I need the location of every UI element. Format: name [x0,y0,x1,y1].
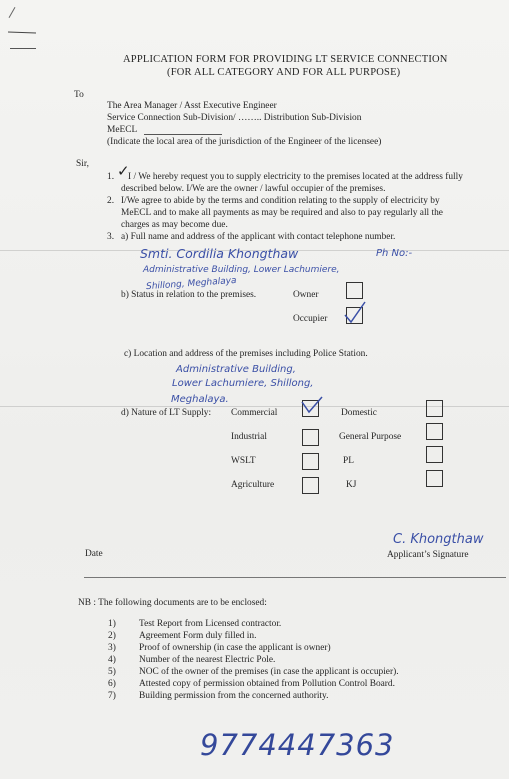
item-3a-label: a) Full name and address of the applicant with contact telephone number. [121,232,396,242]
address-line-2: Service Connection Sub-Division/ …….. Distribution Sub-Division [107,113,362,123]
item-2-line-3: charges as may become due. [121,220,228,230]
document-item-3-number: 3) [108,643,116,653]
form-title: APPLICATION FORM FOR PROVIDING LT SERVICE CONNECTION [123,54,448,65]
document-item-2-number: 2) [108,631,116,641]
item-3-number: 3. [107,232,115,242]
handwritten-applicant-address-1: Administrative Building, Lower Lachumiere, [143,265,340,275]
item-1-line-2: described below. I/We are the owner / lawful occupier of the premises. [121,184,386,194]
applicant-signature-label: Applicant’s Signature [387,550,469,560]
item-2-number: 2. [107,196,115,206]
item-1-checkmark: ✓ [117,162,130,180]
document-item-4: Number of the nearest Electric Pole. [139,655,276,665]
item-2-line-1: I/We agree to abide by the terms and condition relating to the supply of electricity by [121,196,440,206]
supply-domestic-label: Domestic [341,408,377,418]
supply-domestic-checkbox[interactable] [426,400,443,417]
supply-industrial-label: Industrial [231,432,267,442]
supply-wslt-checkbox[interactable] [302,453,319,470]
supply-kj-checkbox[interactable] [426,470,443,487]
supply-industrial-checkbox[interactable] [302,429,319,446]
handwritten-applicant-address-2: Shillong, Meghalaya [145,275,237,293]
signature-divider [84,577,506,578]
supply-agriculture-checkbox[interactable] [302,477,319,494]
nb-heading: NB : The following documents are to be enclosed: [78,598,267,608]
salutation: Sir, [76,159,89,169]
supply-commercial-checkmark-icon [300,396,324,416]
supply-kj-label: KJ [346,480,357,490]
item-3c-label: c) Location and address of the premises including Police Station. [124,349,368,359]
margin-pen-mark [8,32,36,34]
applicant-signature-handwritten: C. Khongthaw [393,532,484,547]
document-item-5: NOC of the owner of the premises (in case the applicant is occupier). [139,667,399,677]
address-blank-line [144,134,222,135]
document-item-2: Agreement Form duly filled in. [139,631,257,641]
document-item-6-number: 6) [108,679,116,689]
handwritten-phone-label: Ph No:- [376,248,413,259]
margin-pen-mark-3 [9,7,16,18]
handwritten-premises-address-3: Meghalaya. [171,394,229,405]
document-item-5-number: 5) [108,667,116,677]
supply-commercial-label: Commercial [231,408,278,418]
status-occupier-checkmark-icon [342,300,368,326]
margin-pen-mark-2 [10,48,36,49]
supply-agriculture-label: Agriculture [231,480,275,490]
document-item-1-number: 1) [108,619,116,629]
handwritten-phone-number: 9774447363 [200,728,395,762]
item-1-line-1: I / We hereby request you to supply electricity to the premises located at the address fully [128,172,463,182]
document-item-4-number: 4) [108,655,116,665]
status-owner-label: Owner [293,290,319,300]
handwritten-premises-address-2: Lower Lachumiere, Shillong, [172,378,314,389]
item-1-number: 1. [107,172,115,182]
document-item-1: Test Report from Licensed contractor. [139,619,282,629]
status-owner-checkbox[interactable] [346,282,363,299]
supply-general-checkbox[interactable] [426,423,443,440]
supply-pl-label: PL [343,456,354,466]
form-subtitle: (FOR ALL CATEGORY AND FOR ALL PURPOSE) [167,67,401,78]
supply-wslt-label: WSLT [231,456,256,466]
handwritten-applicant-name: Smti. Cordilia Khongthaw [140,246,299,261]
document-item-6: Attested copy of permission obtained from Pollution Control Board. [139,679,395,689]
item-3b-label: b) Status in relation to the premises. [121,290,257,300]
to-label: To [74,90,84,100]
address-line-3: MeECL [107,125,138,135]
address-line-1: The Area Manager / Asst Executive Engineer [107,101,277,111]
address-line-4: (Indicate the local area of the jurisdiction of the Engineer of the licensee) [107,137,382,147]
item-3d-label: d) Nature of LT Supply: [121,408,212,418]
document-item-7: Building permission from the concerned authority. [139,691,329,701]
item-2-line-2: MeECL and to make all payments as may be required and also to pay regularly all the [121,208,443,218]
supply-general-label: General Purpose [339,432,402,442]
handwritten-premises-address-1: Administrative Building, [176,364,296,375]
document-item-3: Proof of ownership (in case the applicant is owner) [139,643,331,653]
status-occupier-label: Occupier [293,314,328,324]
date-label: Date [85,549,103,559]
supply-pl-checkbox[interactable] [426,446,443,463]
document-item-7-number: 7) [108,691,116,701]
